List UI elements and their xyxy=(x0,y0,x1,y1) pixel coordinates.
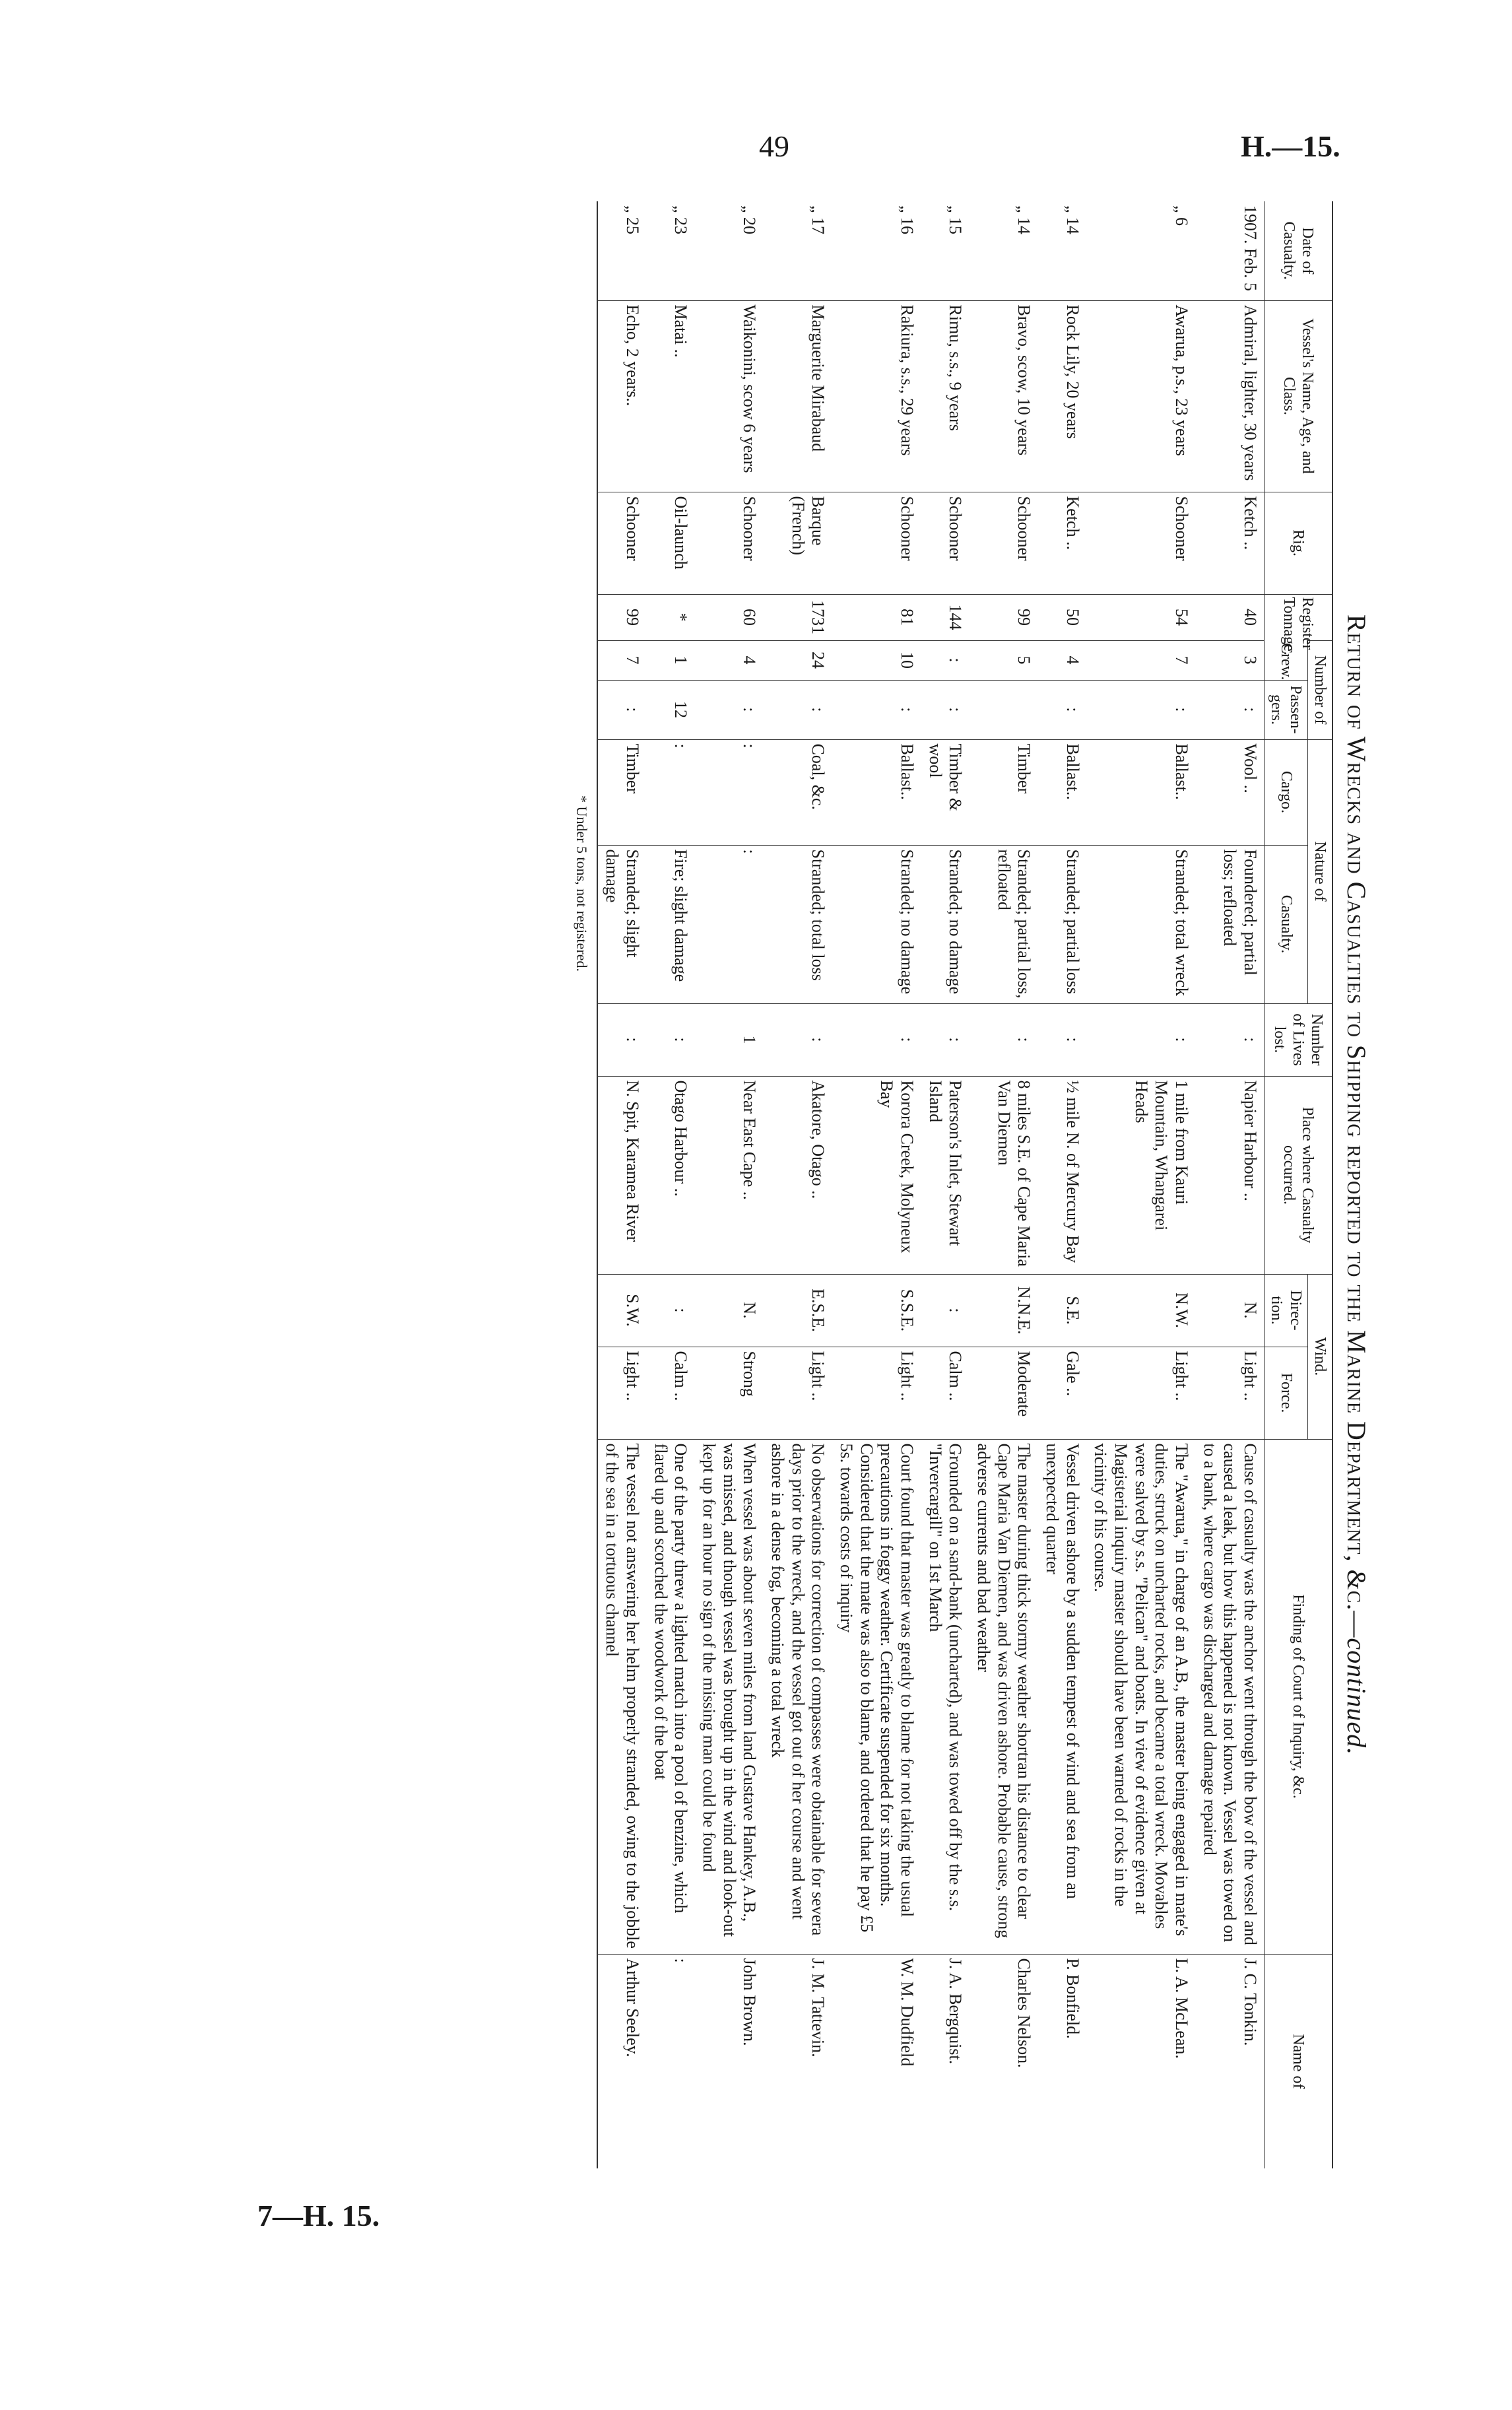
cell-date: „ 23 xyxy=(671,205,691,235)
cell-name: W. M. Dudfield xyxy=(832,1954,921,2168)
cell-force: Gale .. xyxy=(1037,1347,1086,1439)
cell-finding: Court found that master was greatly to blame for not taking the usual precautions in foggy weather. Certificate suspended for six months. Considered that the mate was also to blame, and ordered that he pay £5 5s. towards costs of inquiry xyxy=(832,1439,921,1954)
cell-date: „ 25 xyxy=(597,201,646,300)
cell-force: Light .. xyxy=(763,1347,832,1439)
cell-lives: : xyxy=(1037,1003,1086,1076)
cell-crew: 4 xyxy=(694,640,763,680)
cell-direction: N. xyxy=(1195,1274,1265,1347)
cell-force: Light .. xyxy=(1086,1347,1195,1439)
cell-rig: Schooner xyxy=(694,492,763,594)
cell-force: Calm .. xyxy=(921,1347,969,1439)
cell-name: J. C. Tonkin. xyxy=(1195,1954,1265,2168)
cell-cargo: Timber & wool xyxy=(921,739,969,845)
cell-cargo: Ballast.. xyxy=(1037,739,1086,845)
cell-date: „ 20 xyxy=(740,205,760,235)
table-body xyxy=(597,201,1265,2168)
cell-finding: One of the party threw a lighted match into a pool of benzine, which flared up and scorched the woodwork of the boat xyxy=(646,1439,694,1954)
cell-cargo: Wool .. xyxy=(1195,739,1265,845)
rotated-return-table-block xyxy=(191,201,1379,2168)
cell-direction: N.W. xyxy=(1086,1274,1195,1347)
table-row xyxy=(763,201,832,2168)
cell-tonnage: 1731 xyxy=(763,594,832,640)
cell-rig: Schooner xyxy=(832,492,921,594)
cell-finding: The master during thick stormy weather shortran his distance to clear Cape Maria Van Diemen, and was driven ashore. Probable cause, strong adverse currents and bad weather xyxy=(969,1439,1037,1954)
header-force: Force. xyxy=(1265,1347,1308,1439)
cell-name: John Brown. xyxy=(694,1954,763,2168)
cell-lives: : xyxy=(969,1003,1037,1076)
table-title-main: Return of Wrecks and Casualties to Shipping reported to the Marine Department, &c.— xyxy=(1342,614,1371,1638)
cell-rig: Schooner xyxy=(597,492,646,594)
cell-rig: Barque (French) xyxy=(763,492,832,594)
cell-vessel: Awarua, p.s., 23 years xyxy=(1086,300,1195,492)
header-nature-of: Nature of xyxy=(1307,739,1332,1003)
table-title-continued: continued. xyxy=(1342,1638,1371,1756)
cell-name: J. M. Tattevin. xyxy=(763,1954,832,2168)
cell-lives: : xyxy=(1195,1003,1265,1076)
cell-name: P. Bonfield. xyxy=(1037,1954,1086,2168)
cell-passengers: : xyxy=(1037,680,1086,739)
cell-passengers: : xyxy=(763,680,832,739)
cell-rig: Schooner xyxy=(1086,492,1195,594)
cell-vessel: Admiral, lighter, 30 years xyxy=(1195,300,1265,492)
cell-casualty: Stranded; slight damage xyxy=(597,845,646,1003)
cell-direction: S.W. xyxy=(597,1274,646,1347)
cell-direction: S.S.E. xyxy=(832,1274,921,1347)
header-number-of: Number of xyxy=(1307,640,1332,739)
header-rig: Rig. xyxy=(1265,492,1332,594)
table-row xyxy=(921,201,969,2168)
table-row xyxy=(1037,201,1086,2168)
cell-cargo: Timber xyxy=(597,739,646,845)
cell-name: J. A. Bergquist. xyxy=(921,1954,969,2168)
cell-vessel: Rakiura, s.s., 29 years xyxy=(832,300,921,492)
cell-casualty: Stranded; no damage xyxy=(921,845,969,1003)
cell-tonnage: 60 xyxy=(694,594,763,640)
header-name-of: Name of xyxy=(1265,1954,1332,2168)
cell-tonnage: 99 xyxy=(597,594,646,640)
cell-rig: Ketch .. xyxy=(1037,492,1086,594)
cell-date: „ 16 xyxy=(897,205,917,235)
cell-crew: 7 xyxy=(1086,640,1195,680)
cell-finding: No observations for correction of compasses were obtainable for severa days prior to the wreck, and the vessel got out of her course and went ashore in a dense fog, becoming a total wreck xyxy=(763,1439,832,1954)
cell-lives: : xyxy=(763,1003,832,1076)
cell-vessel: Bravo, scow, 10 years xyxy=(969,300,1037,492)
cell-casualty: Stranded; total wreck xyxy=(1086,845,1195,1003)
cell-cargo: Ballast.. xyxy=(832,739,921,845)
cell-vessel: Waikonini, scow 6 years xyxy=(694,300,763,492)
cell-vessel: Rock Lily, 20 years xyxy=(1037,300,1086,492)
header-crew: Crew. xyxy=(1265,640,1308,680)
cell-cargo: Timber xyxy=(969,739,1037,845)
cell-force: Strong xyxy=(694,1347,763,1439)
cell-crew: 1 xyxy=(646,640,694,680)
page-number: 49 xyxy=(759,129,789,163)
cell-vessel: Matai .. xyxy=(646,300,694,492)
cell-name: : xyxy=(646,1954,694,2168)
header-cargo: Cargo. xyxy=(1265,739,1308,845)
table-title xyxy=(1333,201,1379,2168)
cell-date: „ 15 xyxy=(946,205,966,235)
cell-casualty: Foundered; partial loss; refloated xyxy=(1195,845,1265,1003)
cell-casualty: Stranded; partial loss xyxy=(1037,845,1086,1003)
cell-cargo: : xyxy=(646,739,694,845)
cell-direction: N. xyxy=(694,1274,763,1347)
cell-tonnage: 50 xyxy=(1037,594,1086,640)
cell-finding: Cause of casualty was the anchor went through the bow of the vessel and caused a leak, but how this happened is not known. Vessel was towed on to a bank, where cargo was discharged and damage repaired xyxy=(1195,1439,1265,1954)
cell-lives: 1 xyxy=(694,1003,763,1076)
cell-date: „ 6 xyxy=(1172,205,1192,226)
cell-crew: : xyxy=(921,640,969,680)
cell-place: Napier Harbour .. xyxy=(1195,1076,1265,1274)
cell-lives: : xyxy=(832,1003,921,1076)
table-row xyxy=(969,201,1037,2168)
cell-date: „ 14 xyxy=(1063,205,1082,235)
cell-rig: Schooner xyxy=(969,492,1037,594)
cell-passengers: 12 xyxy=(646,680,694,739)
table-row xyxy=(1086,201,1195,2168)
cell-vessel: Rimu, s.s., 9 years xyxy=(921,300,969,492)
cell-lives: : xyxy=(646,1003,694,1076)
cell-passengers: : xyxy=(1195,680,1265,739)
wrecks-table xyxy=(597,201,1333,2168)
cell-place: Near East Cape .. xyxy=(694,1076,763,1274)
cell-passengers: : xyxy=(832,680,921,739)
header-finding: Finding of Court of Inquiry, &c. xyxy=(1265,1439,1332,1954)
header-lives: Number of Lives lost. xyxy=(1265,1003,1332,1076)
cell-name: Charles Nelson. xyxy=(969,1954,1037,2168)
footnote: * Under 5 tons, not registered. xyxy=(573,795,590,972)
cell-place: N. Spit, Karamea River xyxy=(597,1076,646,1274)
cell-rig: Ketch .. xyxy=(1195,492,1265,594)
table-row xyxy=(832,201,921,2168)
cell-place: Akatore, Otago .. xyxy=(763,1076,832,1274)
cell-tonnage: * xyxy=(646,594,694,640)
cell-place: Paterson's Inlet, Stewart Island xyxy=(921,1076,969,1274)
cell-passengers xyxy=(969,680,1037,739)
cell-tonnage: 54 xyxy=(1086,594,1195,640)
cell-direction: : xyxy=(921,1274,969,1347)
cell-place: Otago Harbour .. xyxy=(646,1076,694,1274)
cell-casualty: Stranded; partial loss, refloated xyxy=(969,845,1037,1003)
header-direction: Direc-tion. xyxy=(1265,1274,1308,1347)
cell-direction: : xyxy=(646,1274,694,1347)
cell-date: 1907. Feb. 5 xyxy=(1241,205,1261,291)
cell-casualty: : xyxy=(694,845,763,1003)
cell-passengers: : xyxy=(1086,680,1195,739)
cell-rig: Oil-launch xyxy=(646,492,694,594)
cell-finding: When vessel was about seven miles from land Gustave Hankey, A.B., was missed, and though vessel was brought up in the wind and look-out kept up for an hour no sign of the missing man could be found xyxy=(694,1439,763,1954)
cell-lives: : xyxy=(597,1003,646,1076)
cell-tonnage: 40 xyxy=(1195,594,1265,640)
header-passengers: Passen-gers. xyxy=(1265,680,1308,739)
cell-passengers: : xyxy=(694,680,763,739)
cell-finding: Vessel driven ashore by a sudden tempest of wind and sea from an unexpected quarter xyxy=(1037,1439,1086,1954)
cell-casualty: Stranded; no damage xyxy=(832,845,921,1003)
cell-cargo: Coal, &c. xyxy=(763,739,832,845)
cell-direction: E.S.E. xyxy=(763,1274,832,1347)
cell-lives: : xyxy=(1086,1003,1195,1076)
cell-place: 8 miles S.E. of Cape Maria Van Diemen xyxy=(969,1076,1037,1274)
header-date: Date of Casualty. xyxy=(1265,201,1332,300)
cell-name: Arthur Seeley. xyxy=(597,1954,646,2168)
cell-place: ½ mile N. of Mercury Bay xyxy=(1037,1076,1086,1274)
cell-direction: N.N.E. xyxy=(969,1274,1037,1347)
header-vessel: Vessel's Name, Age, and Class. xyxy=(1265,300,1332,492)
cell-tonnage: 144 xyxy=(921,594,969,640)
header-casualty: Casualty. xyxy=(1265,845,1308,1003)
cell-casualty: Stranded; total loss xyxy=(763,845,832,1003)
cell-finding: The "Awarua," in charge of an A.B., the master being engaged in mate's duties, struck on uncharted rocks, and became a total wreck. Movables were salved by s.s. "Pelican" and boats. In view of evidence given at Magisterial inquiry master should have been warned of rocks in the vicinity of his course. xyxy=(1086,1439,1195,1954)
cell-place: 1 mile from Kauri Mountain, Whangarei Heads xyxy=(1086,1076,1195,1274)
table-row xyxy=(1195,201,1265,2168)
cell-vessel: Marguerite Mirabaud xyxy=(763,300,832,492)
cell-casualty: Fire; slight damage xyxy=(646,845,694,1003)
cell-crew: 5 xyxy=(969,640,1037,680)
cell-tonnage: 99 xyxy=(969,594,1037,640)
cell-force: Light .. xyxy=(832,1347,921,1439)
cell-crew: 10 xyxy=(832,640,921,680)
cell-crew: 7 xyxy=(597,640,646,680)
cell-force: Light .. xyxy=(1195,1347,1265,1439)
cell-passengers: : xyxy=(597,680,646,739)
cell-date: „ 14 xyxy=(1014,205,1034,235)
cell-name: L. A. McLean. xyxy=(1086,1954,1195,2168)
cell-date: „ 17 xyxy=(808,205,828,235)
cell-force: Calm .. xyxy=(646,1347,694,1439)
cell-passengers: : xyxy=(921,680,969,739)
cell-finding: The vessel not answering her helm properly stranded, owing to the jobble of the sea in a tortuous channel xyxy=(597,1439,646,1954)
cell-cargo: Ballast.. xyxy=(1086,739,1195,845)
cell-tonnage: 81 xyxy=(832,594,921,640)
cell-place: Korora Creek, Molyneux Bay xyxy=(832,1076,921,1274)
table-row xyxy=(597,201,646,2168)
table-row xyxy=(646,201,694,2168)
cell-finding: Grounded on a sand-bank (uncharted), and was towed off by the s.s. "Invercargill" on 1st March xyxy=(921,1439,969,1954)
cell-direction: S.E. xyxy=(1037,1274,1086,1347)
header-tonnage: Register Tonnage. xyxy=(1265,594,1332,640)
cell-cargo: : xyxy=(694,739,763,845)
cell-force: Light .. xyxy=(597,1347,646,1439)
cell-rig: Schooner xyxy=(921,492,969,594)
cell-crew: 3 xyxy=(1195,640,1265,680)
header-wind: Wind. xyxy=(1307,1274,1332,1439)
cell-force: Moderate xyxy=(969,1347,1037,1439)
cell-crew: 24 xyxy=(763,640,832,680)
header-place: Place where Casualty occurred. xyxy=(1265,1076,1332,1274)
cell-vessel: Echo, 2 years.. xyxy=(597,300,646,492)
document-reference: H.—15. xyxy=(1241,129,1340,163)
table-row xyxy=(694,201,763,2168)
cell-lives: : xyxy=(921,1003,969,1076)
printer-signature: 7—H. 15. xyxy=(257,2199,380,2232)
cell-crew: 4 xyxy=(1037,640,1086,680)
